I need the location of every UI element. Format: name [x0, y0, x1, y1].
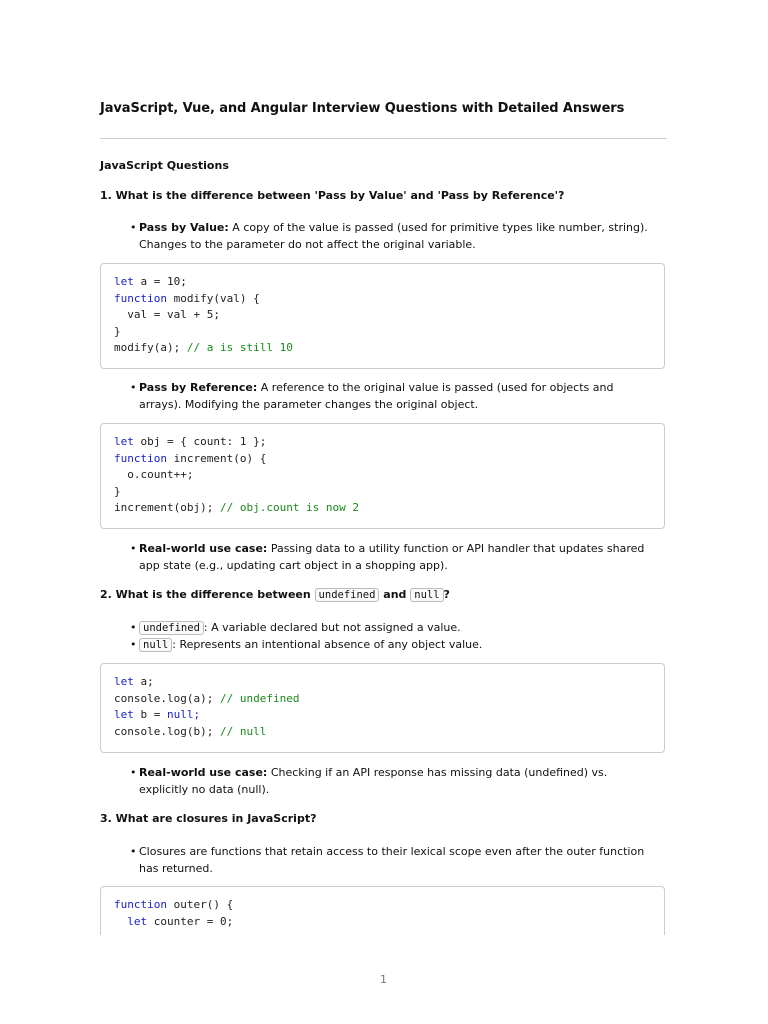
inline-code-null: null [410, 588, 443, 602]
question-3-heading: 3. What are closures in JavaScript? [100, 812, 317, 825]
page-number: 1 [380, 973, 387, 986]
title-divider [100, 138, 667, 139]
code-line: let counter = 0; [114, 914, 234, 928]
inline-code-undefined: undefined [315, 588, 380, 602]
bullet-label: Real-world use case: [139, 542, 268, 555]
bullet-text: A reference to the original value is passed (used for objects and arrays). Modifying the parameter changes the original object. [139, 381, 614, 411]
bullet-glyph: • [130, 638, 137, 651]
bullet-text: : A variable declared but not assigned a value. [203, 621, 461, 634]
question-1-heading: 1. What is the difference between 'Pass by Value' and 'Pass by Reference'? [100, 189, 565, 202]
code-line: function modify(val) { [114, 291, 260, 305]
code-block-pass-by-value [100, 263, 665, 369]
bullet-glyph: • [130, 542, 137, 555]
bullet-text: Passing data to a utility function or API handler that updates shared app state (e.g., updating cart object in a shopping app). [139, 542, 645, 572]
inline-code-undefined: undefined [139, 621, 204, 635]
code-block-closures [100, 886, 665, 935]
code-line: modify(a); // a is still 10 [114, 341, 293, 354]
code-line: } [114, 484, 121, 498]
bullet-glyph: • [130, 381, 137, 394]
code-line: let a = 10; [114, 275, 187, 288]
code-line: let obj = { count: 1 }; [114, 435, 267, 448]
code-line: let a; [114, 675, 154, 688]
bullet-glyph: • [130, 221, 137, 234]
document-title: JavaScript, Vue, and Angular Interview Questions with Detailed Answers [100, 101, 625, 116]
code-block-pass-by-reference [100, 423, 665, 529]
bullet-label: Pass by Reference: [139, 381, 258, 394]
bullet-label: Pass by Value: [139, 221, 229, 234]
bullet-pass-by-value [130, 219, 659, 253]
bullet-glyph: • [130, 766, 137, 779]
code-line: let b = null; [114, 708, 201, 721]
bullet-text: Checking if an API response has missing data (undefined) vs. explicitly no data (null). [139, 766, 608, 796]
bullet-use-case-2 [130, 764, 659, 798]
code-line: function increment(o) { [114, 451, 267, 465]
code-line: } [114, 324, 121, 338]
code-line: console.log(b); // null [114, 724, 267, 738]
code-line: function outer() { [114, 898, 234, 911]
bullet-label: Real-world use case: [139, 766, 268, 779]
bullet-text: Closures are functions that retain access to their lexical scope even after the outer function has returned. [139, 845, 645, 875]
code-block-undefined-null [100, 663, 665, 753]
bullet-text: : Represents an intentional absence of any object value. [172, 638, 483, 651]
code-line: increment(obj); // obj.count is now 2 [114, 501, 360, 514]
bullet-null [130, 636, 659, 654]
bullet-use-case-1 [130, 540, 659, 574]
inline-code-null: null [139, 638, 172, 652]
document-page [100, 0, 667, 1024]
bullet-pass-by-reference [130, 379, 659, 413]
code-line: o.count++; [114, 468, 194, 481]
section-title: JavaScript Questions [100, 159, 229, 172]
bullet-closures [130, 843, 659, 877]
code-line: val = val + 5; [114, 308, 220, 321]
bullet-undefined [130, 619, 659, 637]
bullet-glyph: • [130, 621, 137, 634]
bullet-text: A copy of the value is passed (used for primitive types like number, string). Changes to the parameter do not affect the original variable. [139, 221, 648, 251]
question-2-heading: 2. What is the difference between undefined and null ? [100, 588, 450, 601]
code-line: console.log(a); // undefined [114, 691, 300, 705]
bullet-glyph: • [130, 845, 137, 858]
